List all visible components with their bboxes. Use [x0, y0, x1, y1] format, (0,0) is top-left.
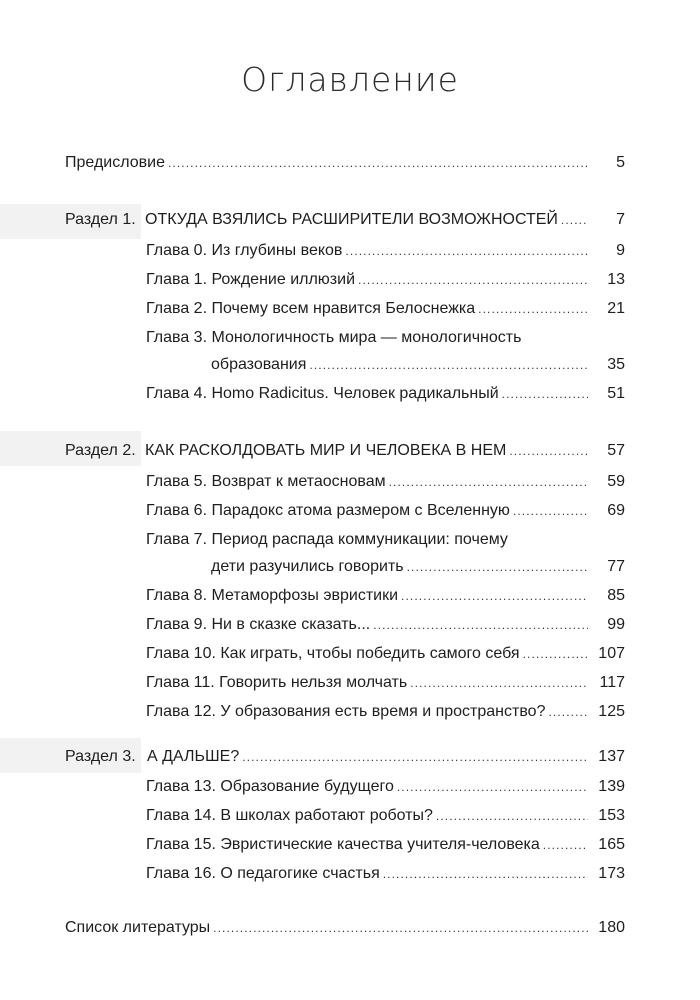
toc-entry-chapter[interactable]	[146, 297, 625, 321]
toc-label: Глава 6. Парадокс атома размером с Вселенную	[146, 502, 510, 519]
toc-page: 137	[598, 748, 625, 765]
dot-leader	[358, 268, 588, 292]
toc-label: Глава 12. У образования есть время и пространство?	[146, 703, 546, 720]
toc-label: Глава 4. Homo Radicitus. Человек радикальный	[146, 385, 499, 402]
section-number: Раздел 3.	[65, 748, 136, 765]
toc-label-line1[interactable]: Глава 7. Период распада коммуникации: почему	[146, 531, 508, 548]
dot-leader	[168, 151, 588, 175]
toc-page: 51	[607, 385, 625, 402]
toc-entry-chapter[interactable]	[146, 470, 625, 494]
toc-page: 165	[598, 836, 625, 853]
toc-label: КАК РАСКОЛДОВАТЬ МИР И ЧЕЛОВЕКА В НЕМ	[145, 442, 507, 459]
section-number: Раздел 1.	[65, 211, 136, 228]
toc-label: Глава 14. В школах работают роботы?	[146, 807, 433, 824]
toc-entry-chapter[interactable]	[146, 499, 625, 523]
toc-entry-chapter[interactable]	[146, 775, 625, 799]
dot-leader	[373, 613, 588, 637]
toc-entry-chapter[interactable]	[146, 671, 625, 695]
toc-entry-chapter[interactable]	[146, 833, 625, 857]
toc-entry-section-1[interactable]	[145, 208, 625, 232]
toc-entry-chapter[interactable]	[211, 555, 625, 579]
dot-leader	[389, 470, 588, 494]
toc-entry-bibliography[interactable]	[65, 916, 625, 940]
dot-leader	[383, 862, 588, 886]
dot-leader	[242, 745, 588, 769]
toc-entry-chapter[interactable]	[146, 239, 625, 263]
toc-page: 57	[607, 442, 625, 459]
dot-leader	[548, 700, 588, 724]
dot-leader	[478, 297, 588, 321]
dot-leader	[509, 439, 588, 463]
dot-leader	[502, 382, 588, 406]
toc-label: Глава 15. Эвристические качества учителя-человека	[146, 836, 540, 853]
toc-page: 99	[607, 616, 625, 633]
toc-page: 153	[598, 807, 625, 824]
toc-entry-chapter[interactable]	[146, 804, 625, 828]
toc-entry-section-3[interactable]	[147, 745, 625, 769]
toc-page: 13	[607, 271, 625, 288]
toc-label: Глава 9. Ни в сказке сказать...	[146, 616, 371, 633]
toc-page: 7	[616, 211, 625, 228]
toc-label: Глава 16. О педагогике счастья	[146, 865, 380, 882]
toc-label: Список литературы	[65, 919, 211, 936]
toc-entry-chapter[interactable]	[211, 353, 625, 377]
toc-page: 77	[607, 558, 625, 575]
dot-leader	[561, 208, 588, 232]
toc-entry-preface[interactable]	[65, 151, 625, 175]
dot-leader	[523, 642, 588, 666]
toc-label: образования	[211, 356, 307, 373]
dot-leader	[410, 671, 588, 695]
toc-label: А ДАЛЬШЕ?	[147, 748, 240, 765]
toc-label: Глава 1. Рождение иллюзий	[146, 271, 356, 288]
toc-label: Глава 0. Из глубины веков	[146, 242, 343, 259]
section-number: Раздел 2.	[65, 442, 136, 459]
dot-leader	[213, 916, 588, 940]
dot-leader	[309, 353, 588, 377]
toc-label: Глава 10. Как играть, чтобы победить самого себя	[146, 645, 520, 662]
toc-label-line1[interactable]: Глава 3. Монологичность мира — монологичность	[146, 329, 522, 346]
page-title: Оглавление	[241, 60, 459, 99]
toc-entry-chapter[interactable]	[146, 700, 625, 724]
toc-page: 139	[598, 778, 625, 795]
dot-leader	[513, 499, 588, 523]
toc-page: 21	[607, 300, 625, 317]
toc-page: 180	[598, 919, 625, 936]
toc-entry-section-2[interactable]	[145, 439, 625, 463]
dot-leader	[407, 555, 588, 579]
toc-page: 107	[598, 645, 625, 662]
toc-page: 85	[607, 587, 625, 604]
toc-page: 9	[616, 242, 625, 259]
toc-label: Глава 2. Почему всем нравится Белоснежка	[146, 300, 476, 317]
dot-leader	[397, 775, 588, 799]
toc-entry-chapter[interactable]	[146, 862, 625, 886]
dot-leader	[401, 584, 588, 608]
toc-page: 117	[599, 674, 625, 691]
toc-entry-chapter[interactable]	[146, 382, 625, 406]
toc-page: 69	[607, 502, 625, 519]
dot-leader	[436, 804, 588, 828]
toc-page: 125	[598, 703, 625, 720]
toc-page: 5	[616, 154, 625, 171]
toc-label: Глава 8. Метаморфозы эвристики	[146, 587, 399, 604]
toc-label: дети разучились говорить	[211, 558, 404, 575]
toc-entry-chapter[interactable]	[146, 613, 625, 637]
dot-leader	[345, 239, 588, 263]
toc-page: 59	[607, 473, 625, 490]
dot-leader	[543, 833, 588, 857]
toc-entry-chapter[interactable]	[146, 268, 625, 292]
toc-label: Глава 11. Говорить нельзя молчать	[146, 674, 408, 691]
toc-label: Глава 5. Возврат к метаосновам	[146, 473, 386, 490]
toc-page: 35	[607, 356, 625, 373]
toc-page: 173	[598, 865, 625, 882]
toc-label: ОТКУДА ВЗЯЛИСЬ РАСШИРИТЕЛИ ВОЗМОЖНОСТЕЙ	[145, 211, 558, 228]
toc-label: Предисловие	[65, 154, 165, 171]
toc-entry-chapter[interactable]	[146, 642, 625, 666]
toc-label: Глава 13. Образование будущего	[146, 778, 394, 795]
toc-entry-chapter[interactable]	[146, 584, 625, 608]
